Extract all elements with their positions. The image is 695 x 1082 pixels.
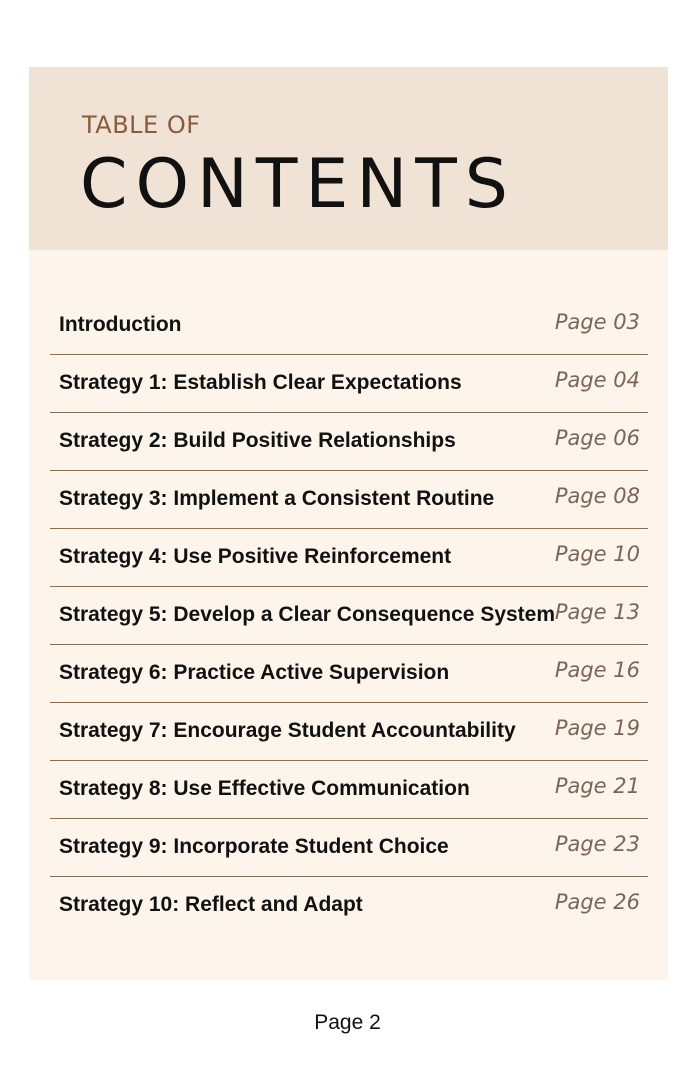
toc-row[interactable]: [50, 645, 648, 703]
toc-entry-page: Page 10: [554, 542, 640, 566]
toc-entry-label: Strategy 5: Develop a Clear Consequence System: [59, 603, 556, 626]
toc-card: [29, 67, 668, 980]
toc-list: [50, 297, 648, 934]
toc-entry-label: Strategy 1: Establish Clear Expectations: [59, 371, 462, 394]
toc-row[interactable]: [50, 877, 648, 934]
toc-row[interactable]: [50, 471, 648, 529]
toc-entry-label: Strategy 9: Incorporate Student Choice: [59, 835, 449, 858]
toc-row[interactable]: [50, 355, 648, 413]
toc-row[interactable]: [50, 761, 648, 819]
toc-entry-label: Strategy 8: Use Effective Communication: [59, 777, 470, 800]
toc-header: [29, 67, 668, 250]
toc-row[interactable]: [50, 297, 648, 355]
toc-subtitle: TABLE OF: [82, 111, 201, 139]
toc-entry-label: Strategy 6: Practice Active Supervision: [59, 661, 450, 684]
toc-row[interactable]: [50, 819, 648, 877]
toc-row[interactable]: [50, 529, 648, 587]
toc-entry-page: Page 04: [554, 368, 640, 392]
toc-entry-page: Page 16: [554, 658, 640, 682]
toc-entry-page: Page 08: [554, 484, 640, 508]
toc-entry-page: Page 23: [554, 832, 640, 856]
toc-entry-page: Page 03: [554, 310, 640, 334]
toc-row[interactable]: [50, 587, 648, 645]
toc-entry-page: Page 26: [554, 890, 640, 914]
toc-entry-label: Strategy 3: Implement a Consistent Routine: [59, 487, 495, 510]
toc-row[interactable]: [50, 413, 648, 471]
toc-entry-page: Page 21: [554, 774, 640, 798]
toc-entry-page: Page 19: [554, 716, 640, 740]
toc-entry-page: Page 13: [554, 600, 640, 624]
toc-entry-label: Strategy 7: Encourage Student Accountability: [59, 719, 516, 742]
toc-entry-label: Strategy 10: Reflect and Adapt: [59, 893, 363, 916]
toc-row[interactable]: [50, 703, 648, 761]
page-number: Page 2: [314, 1011, 381, 1034]
page-title: CONTENTS: [80, 145, 516, 224]
toc-entry-label: Strategy 2: Build Positive Relationships: [59, 429, 456, 452]
toc-entry-page: Page 06: [554, 426, 640, 450]
toc-entry-label: Introduction: [59, 313, 182, 336]
toc-entry-label: Strategy 4: Use Positive Reinforcement: [59, 545, 452, 568]
